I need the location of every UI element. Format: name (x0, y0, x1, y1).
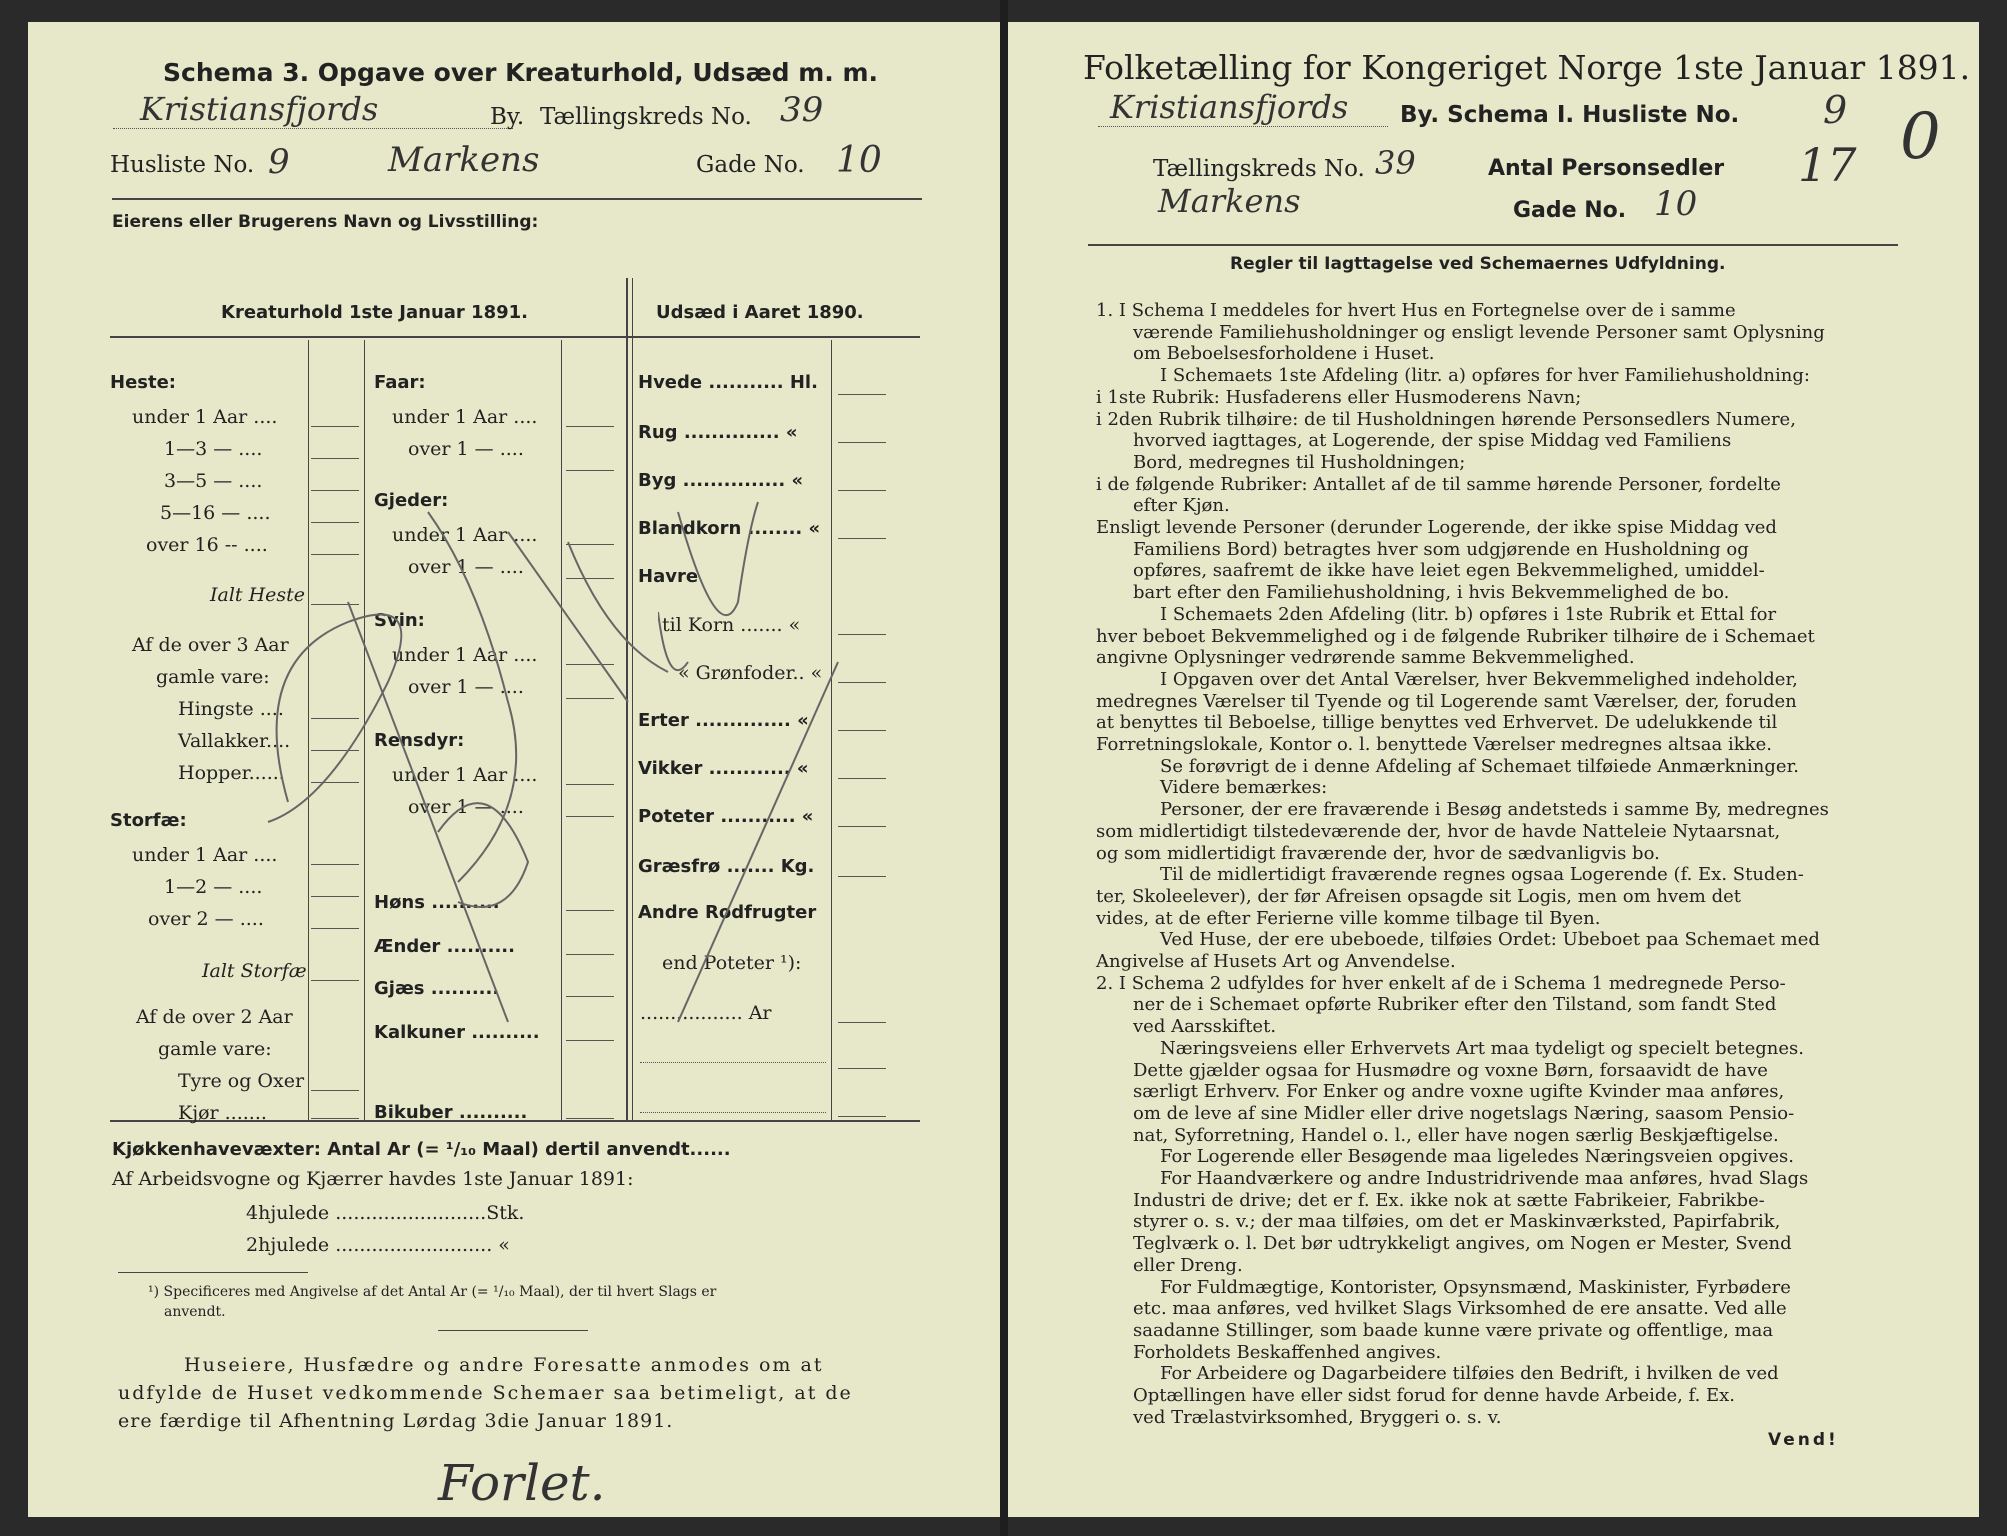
rule-line: Personer, der ere fraværende i Besøg andetsteds i samme By, medregnes (1160, 799, 1829, 821)
hjul2-row: 2hjulede .......................... « (246, 1234, 510, 1256)
crop-gronfoder: « Grønfoder.. « (678, 662, 823, 684)
by-label: By. (490, 104, 525, 130)
husliste-value: 9 (1823, 88, 1848, 132)
svin-row: under 1 Aar .... (392, 644, 538, 666)
crop-end-poteter: end Poteter ¹): (662, 952, 802, 974)
kjokkenhave-row: Kjøkkenhavevæxter: Antal Ar (= ¹/₁₀ Maal) dertil anvendt...... (112, 1139, 731, 1160)
crop-til-korn: til Korn ....... « (662, 614, 801, 636)
rule-line: bart efter den Familiehusholdning, i hvis Bekvemmelighed de bo. (1133, 582, 1730, 604)
storfae-row: over 2 — .... (148, 908, 264, 930)
faar-row: over 1 — .... (408, 438, 524, 460)
husliste-value: 9 (268, 142, 290, 182)
rule-line: Videre bemærkes: (1160, 777, 1328, 799)
kreaturhold-header: Kreaturhold 1ste Januar 1891. (221, 302, 528, 323)
rule-line: opføres, saafremt de ikke have leiet egen Bekvemmelighed, umiddel- (1133, 560, 1765, 582)
by-schema-label: By. Schema I. Husliste No. (1400, 102, 1740, 128)
faar-row: under 1 Aar .... (392, 406, 538, 428)
rule-line: hvorved iagttages, at Logerende, der spise Middag ved Familiens (1133, 430, 1732, 452)
crop-blandkorn: Blandkorn ........ « (638, 518, 821, 539)
rule-line: Ensligt levende Personer (derunder Logerende, der ikke spise Middag ved (1096, 517, 1777, 538)
rule-line: For Arbeidere og Dagarbeidere tilføies den Bedrift, i hvilken de ved (1160, 1363, 1779, 1385)
city-handwritten: Kristiansfjords (140, 90, 379, 128)
street-value: Markens (1158, 182, 1301, 220)
hons-row: Høns .......... (374, 892, 500, 913)
heste-over3-b: gamle vare: (156, 666, 270, 688)
ialt-heste: Ialt Heste (210, 584, 306, 606)
faar-label: Faar: (374, 372, 426, 393)
rule-line: Teglværk o. l. Det bør udtrykkeligt angives, om Nogen er Mester, Svend (1133, 1233, 1792, 1255)
gjaes-row: Gjæs .......... (374, 978, 500, 999)
rule-line: Forretningslokale, Kontor o. l. benyttede Værelser medregnes altsaa ikke. (1096, 734, 1772, 755)
rule-line: Ved Huse, der ere ubeboede, tilføies Ordet: Ubeboet paa Schemaet med (1160, 929, 1820, 951)
svin-row: over 1 — .... (408, 676, 524, 698)
street-value: Markens (388, 140, 540, 180)
crop-vikker: Vikker ............ « (638, 758, 809, 779)
rule-line: Dette gjælder ogsaa for Husmødre og voxne Børn, forsaavidt de have (1133, 1059, 1768, 1081)
rule-line: Familiens Bord) betragtes hver som udgjørende en Husholdning og (1133, 538, 1749, 560)
notice-line-2: udfylde de Huset vedkommende Schemaer saa betimeligt, at de (118, 1382, 853, 1404)
storfae-over2-a: Af de over 2 Aar (136, 1006, 293, 1028)
notice-line-3: ere færdige til Afhentning Lørdag 3die Januar 1891. (118, 1410, 674, 1432)
crop-ar-row: ................. Ar (640, 1002, 772, 1024)
rule-line: angivne Oplysninger vedrørende samme Bekvemmelighed. (1096, 647, 1635, 669)
crop-byg: Byg ............... « (638, 470, 804, 491)
rule-line: Se forøvrigt de i denne Afdeling af Schemaet tilføiede Anmærkninger. (1160, 755, 1799, 777)
rule-line: medregnes Værelser til Tyende og til Logerende samt Værelser, der, foruden (1096, 690, 1797, 712)
right-page (1008, 22, 1979, 1517)
rule-line: Industri de drive; det er f. Ex. ikke nok at sætte Fabrikeier, Fabrikbe- (1133, 1189, 1765, 1211)
notice-line-1: Huseiere, Husfædre og andre Foresatte anmodes om at (184, 1354, 824, 1376)
antal-value: 17 (1798, 138, 1857, 192)
rule-line: Til de midlertidigt fraværende regnes ogsaa Logerende (f. Ex. Studen- (1160, 864, 1804, 886)
rule-line: og som midlertidigt fraværende der, hvor de sædvanligvis bo. (1096, 842, 1660, 864)
rule-line: saadanne Stillinger, som baade kunne være private og offentlige, maa (1133, 1319, 1774, 1341)
header-rule (112, 198, 922, 200)
hingste-row: Hingste .... (178, 698, 284, 720)
hopper-row: Hopper...... (178, 762, 285, 784)
heste-row: over 16 -- .... (146, 534, 268, 556)
header-rule (1088, 244, 1898, 246)
crop-graesfro: Græsfrø ....... Kg. (638, 856, 815, 877)
rule-line: som midlertidigt tilstedeværende der, hvor de havde Natteleie Nytaarsnat, (1096, 820, 1781, 842)
heste-over3-a: Af de over 3 Aar (132, 634, 289, 656)
margin-mark: 0 (1900, 100, 1941, 174)
rule-line: at benyttes til Beboelse, tillige benyttes ved Erhvervet. De udelukkende til (1096, 712, 1778, 734)
handwritten-strike-marks (208, 502, 708, 1062)
city-line (113, 128, 513, 129)
rule-line: ved Aarsskiftet. (1133, 1016, 1277, 1038)
rule-line: vides, at de efter Ferierne ville komme tilbage til Byen. (1096, 907, 1601, 929)
rule-line: For Logerende eller Besøgende maa ligeledes Næringsveien opgives. (1160, 1146, 1794, 1168)
gade-value: 10 (1654, 184, 1698, 224)
rule-line: I Opgaven over det Antal Værelser, hver Bekvemmelighed indeholder, (1160, 668, 1798, 690)
rule-line: For Haandværkere og andre Industridrivende maa anføres, hvad Slags (1160, 1168, 1809, 1189)
rule-line: om Beboelsesforholdene i Huset. (1133, 343, 1435, 365)
kreds-label: Tællingskreds No. (540, 104, 752, 130)
kreds-value: 39 (780, 90, 824, 130)
crop-andre: Andre Rodfrugter (638, 902, 817, 923)
heste-row: 5—16 — .... (160, 502, 271, 524)
rule-line: nat, Syforretning, Handel o. l., eller have nogen særlig Beskjæftigelse. (1133, 1124, 1779, 1146)
udsaed-header: Udsæd i Aaret 1890. (656, 302, 864, 323)
left-page (28, 22, 1000, 1517)
rule-line: etc. maa anføres, ved hvilket Slags Virksomhed de ere ansatte. Ved alle (1133, 1298, 1787, 1320)
kjor-row: Kjør ....... (178, 1102, 267, 1124)
rule-line: Bord, medregnes til Husholdningen; (1133, 451, 1466, 473)
rule-line: 2. I Schema 2 udfyldes for hver enkelt af de i Schema 1 medregnede Perso- (1096, 972, 1786, 994)
rule-line: i 2den Rubrik tilhøire: de til Husholdningen hørende Personsedlers Numere, (1096, 408, 1796, 430)
rensdyr-row: over 1 — .... (408, 796, 524, 818)
signature: Forlet. (438, 1454, 606, 1512)
schema3-title: Schema 3. Opgave over Kreaturhold, Udsæd m. m. (163, 58, 879, 87)
storfae-over2-b: gamle vare: (158, 1038, 272, 1060)
antal-label: Antal Personsedler (1488, 156, 1725, 181)
heste-row: 1—3 — .... (164, 438, 263, 460)
kreds-value: 39 (1375, 144, 1416, 182)
gjeder-row: under 1 Aar .... (392, 524, 538, 546)
crop-hvede: Hvede ........... Hl. (638, 372, 818, 393)
rule-line: Optællingen have eller sidst forud for denne havde Arbeide, f. Ex. (1133, 1385, 1736, 1406)
crop-poteter: Poteter ........... « (638, 806, 814, 827)
aender-row: Ænder .......... (374, 936, 515, 957)
crop-rug: Rug .............. « (638, 422, 798, 443)
tyre-row: Tyre og Oxer (178, 1070, 305, 1092)
bikuber-row: Bikuber .......... (374, 1102, 528, 1123)
vallakker-row: Vallakker.... (178, 730, 291, 752)
storfae-row: 1—2 — .... (164, 876, 263, 898)
footnote-line-2: anvendt. (164, 1304, 226, 1320)
rule-line: værende Familiehusholdninger og ensligt levende Personer samt Oplysning (1133, 321, 1825, 343)
handwritten-crop-strike (658, 492, 878, 1052)
rule-line: Angivelse af Husets Art og Anvendelse. (1096, 951, 1456, 972)
table-top-rule (110, 336, 920, 338)
rule-line: Næringsveiens eller Erhvervets Art maa tydeligt og specielt betegnes. (1160, 1037, 1804, 1059)
arbeidsvogne-row: Af Arbeidsvogne og Kjærrer havdes 1ste Januar 1891: (112, 1168, 634, 1190)
rensdyr-label: Rensdyr: (374, 730, 465, 751)
rule-line: eller Dreng. (1133, 1254, 1243, 1276)
rule-line: efter Kjøn. (1133, 495, 1230, 517)
rule-line: særligt Erhverv. For Enker og andre voxne ugifte Kvinder maa anføres, (1133, 1081, 1785, 1103)
rule-line: ved Trælastvirksomhed, Bryggeri o. s. v. (1133, 1406, 1502, 1428)
footnote-line-1: ¹) Specificeres med Angivelse af det Antal Ar (= ¹/₁₀ Maal), der til hvert Slags er (148, 1284, 717, 1300)
storfae-row: under 1 Aar .... (132, 844, 278, 866)
rule-line: Forholdets Beskaffenhed angives. (1133, 1341, 1442, 1363)
rule-line: styrer o. s. v.; der maa tilføies, om det er Maskinværksted, Papirfabrik, (1133, 1211, 1781, 1233)
rule-line: I Schemaets 2den Afdeling (litr. b) opføres i 1ste Rubrik et Ettal for (1160, 603, 1777, 625)
gade-label: Gade No. (1513, 198, 1627, 223)
owner-label: Eierens eller Brugerens Navn og Livsstilling: (112, 212, 539, 232)
rule-line: i 1ste Rubrik: Husfaderens eller Husmoderens Navn; (1096, 386, 1582, 408)
ialt-storfae: Ialt Storfæ (202, 960, 307, 982)
svin-label: Svin: (374, 610, 425, 631)
census-title: Folketælling for Kongeriget Norge 1ste Januar 1891. (1083, 48, 1971, 87)
rule-line: ner de i Schemaet opførte Rubriker efter den Tilstand, som fandt Sted (1133, 994, 1777, 1016)
rule-line: ter, Skoleelever), der før Afreisen opsagde sit Logis, men om hvem det (1096, 885, 1742, 907)
book-spine (1000, 0, 1008, 1536)
rules-header: Regler til Iagttagelse ved Schemaernes Udfyldning. (1230, 254, 1726, 274)
gade-value: 10 (836, 140, 882, 181)
gade-label: Gade No. (696, 152, 805, 178)
rule-line: hver beboet Bekvemmelighed og i de følgende Rubriker tilhøire de i Schemaet (1096, 625, 1815, 647)
rule-line: om de leve af sine Midler eller drive nogetslags Næring, saasom Pensio- (1133, 1102, 1795, 1124)
crop-erter: Erter .............. « (638, 710, 809, 731)
kalkuner-row: Kalkuner .......... (374, 1022, 540, 1043)
storfae-label: Storfæ: (110, 810, 187, 831)
rule-line: For Fuldmægtige, Kontorister, Opsynsmænd, Maskinister, Fyrbødere (1160, 1276, 1791, 1298)
rule-line: 1. I Schema I meddeles for hvert Hus en Fortegnelse over de i samme (1096, 300, 1736, 321)
heste-label: Heste: (110, 372, 176, 393)
heste-row: 3—5 — .... (164, 470, 263, 492)
gjeder-row: over 1 — .... (408, 556, 524, 578)
city-handwritten: Kristiansfjords (1110, 88, 1349, 126)
vend-label: Vend! (1768, 1430, 1839, 1450)
rule-line: i de følgende Rubriker: Antallet af de til samme hørende Personer, fordelte (1096, 473, 1781, 495)
crop-havre: Havre (638, 566, 699, 587)
gjeder-label: Gjeder: (374, 490, 449, 511)
heste-row: under 1 Aar .... (132, 406, 278, 428)
rule-line: I Schemaets 1ste Afdeling (litr. a) opføres for hver Familiehusholdning: (1160, 365, 1810, 387)
kreds-label: Tællingskreds No. (1153, 156, 1365, 182)
rensdyr-row: under 1 Aar .... (392, 764, 538, 786)
hjul4-row: 4hjulede .........................Stk. (246, 1202, 525, 1224)
husliste-label: Husliste No. (110, 152, 255, 178)
